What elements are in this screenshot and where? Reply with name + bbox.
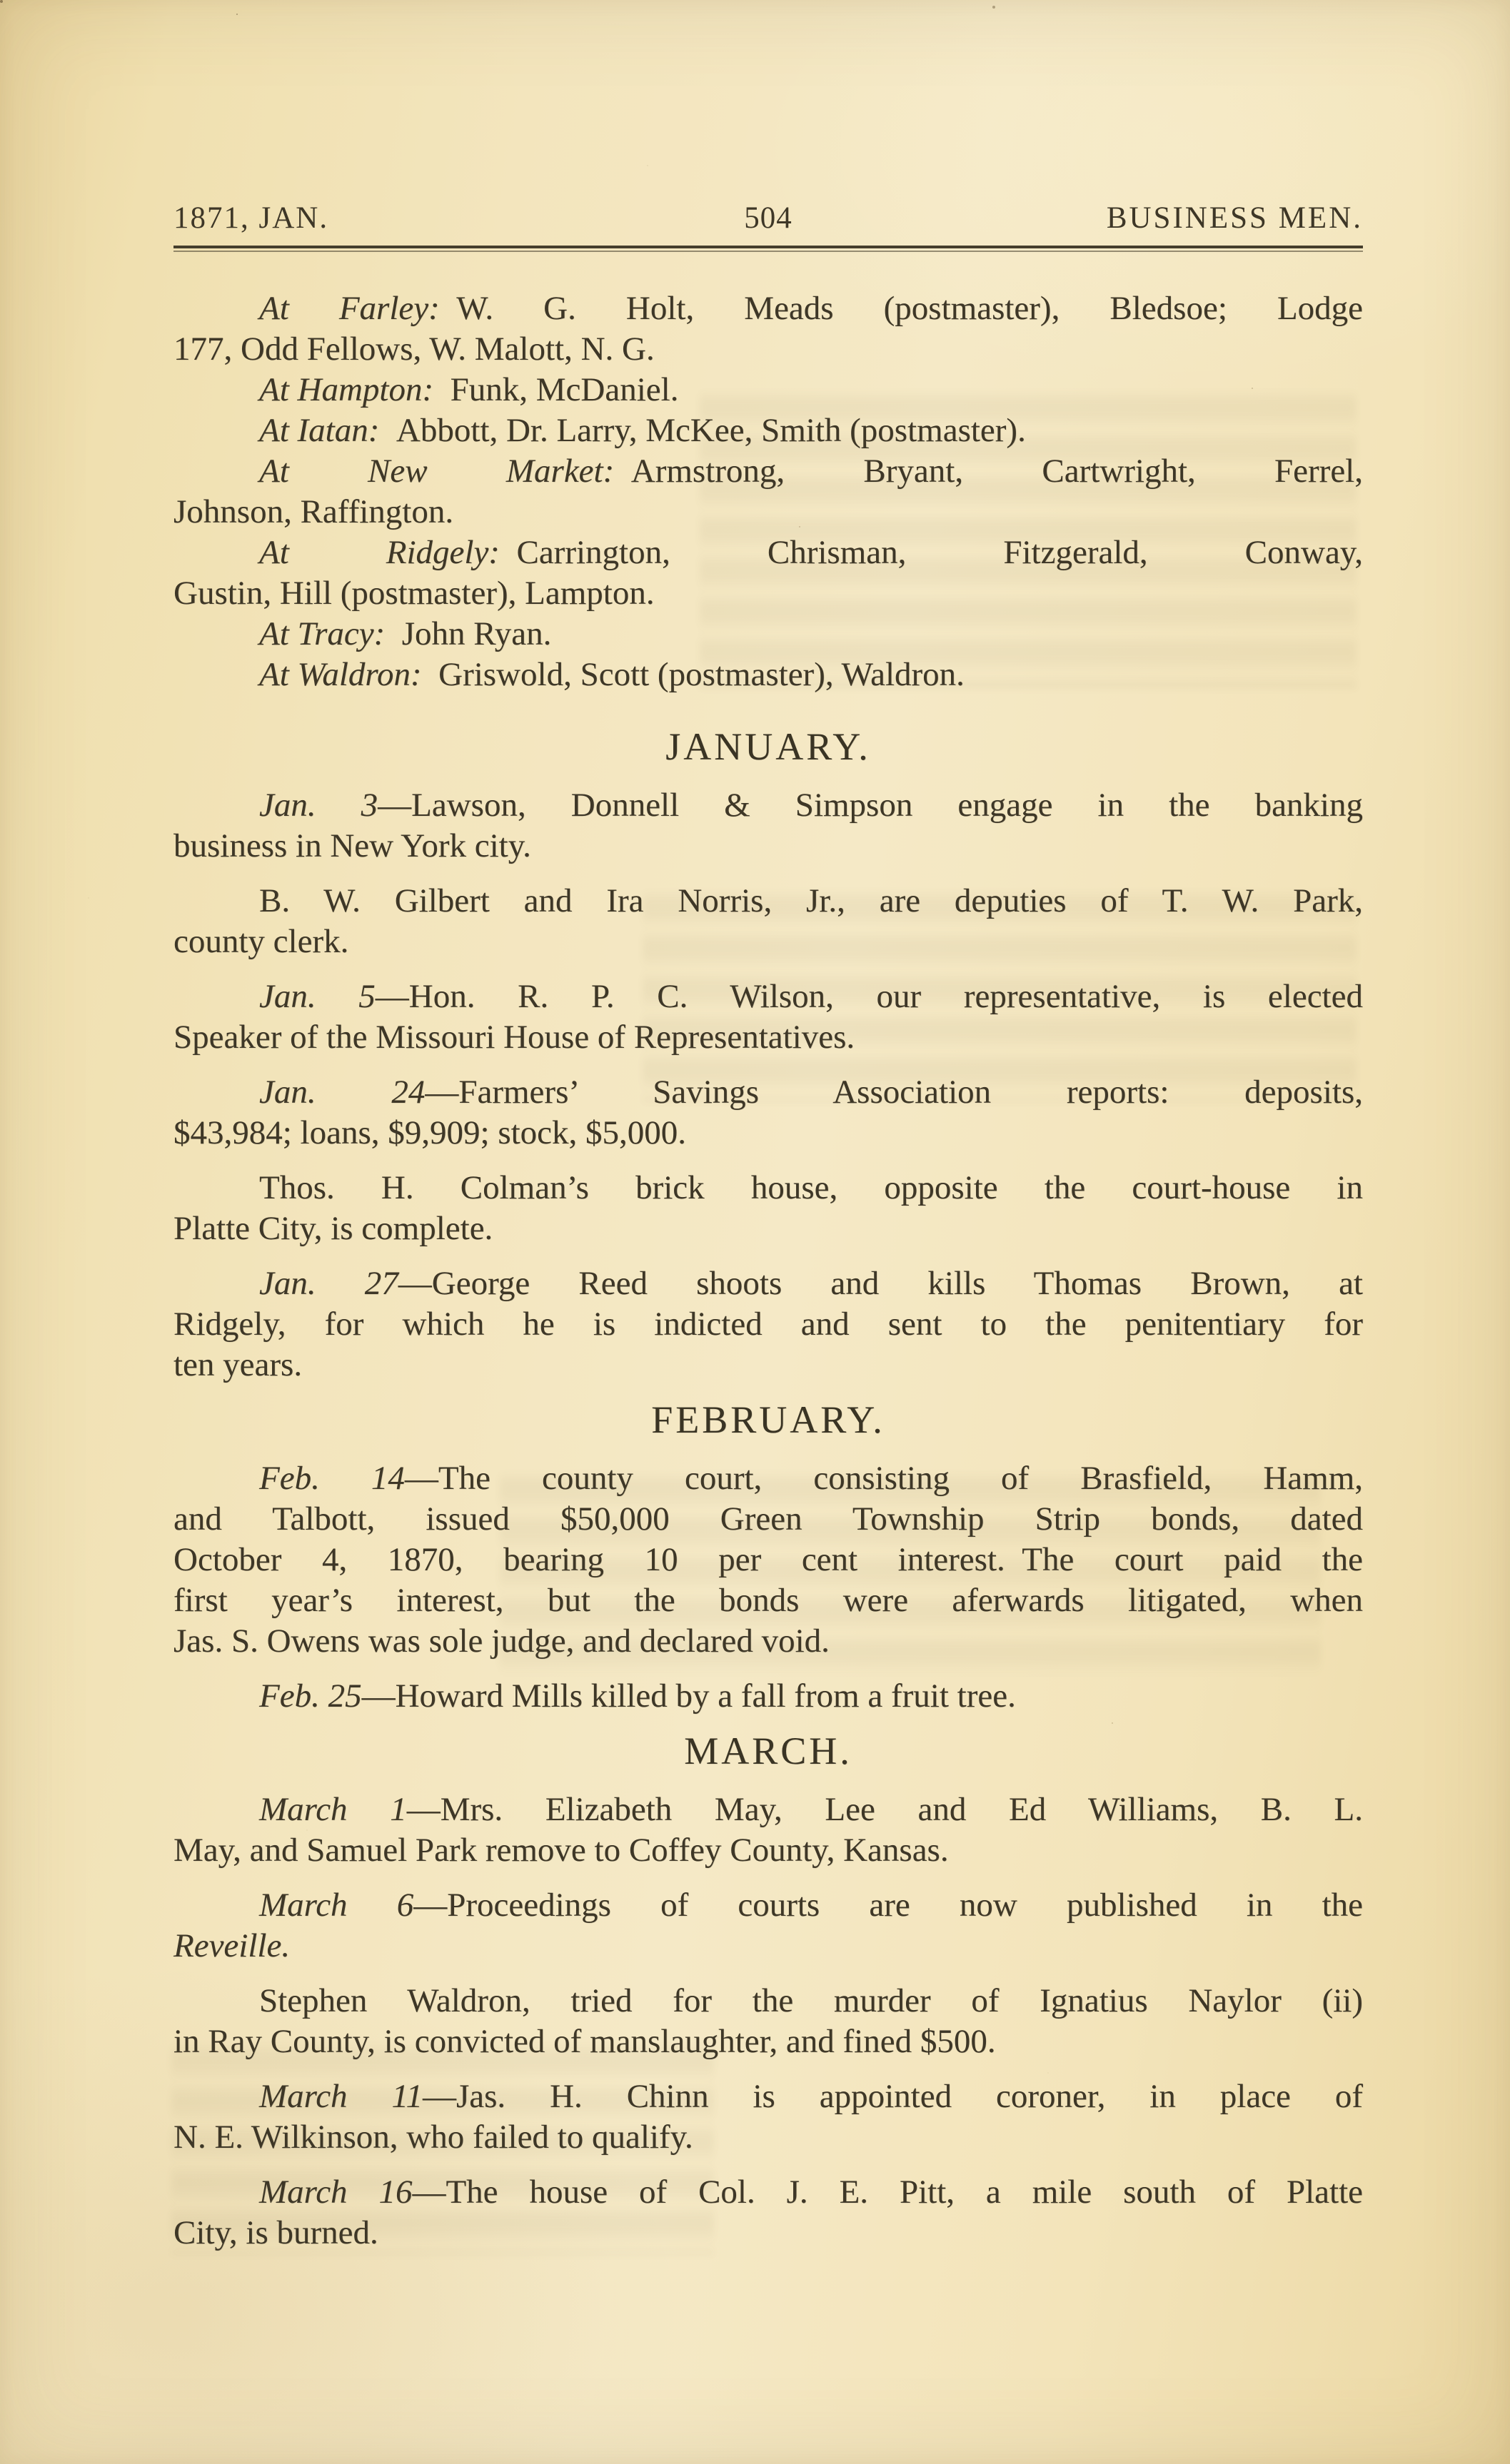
- paragraph-ridgely: [173, 532, 1363, 614]
- place-lead: At Ridgely:: [259, 534, 500, 571]
- paragraph-feb-25: [173, 1676, 1363, 1717]
- paragraph-march-6: [173, 1885, 1363, 1966]
- text-line: county clerk.: [173, 923, 349, 960]
- text-line: City, is burned.: [173, 2214, 378, 2251]
- text-line: Speaker of the Missouri House of Representatives.: [173, 1019, 855, 1056]
- text-line-rest: Carrington, Chrisman, Fitzgerald, Conway,: [499, 534, 1363, 571]
- text-line: [173, 370, 1363, 410]
- text-line: May, and Samuel Park remove to Coffey County, Kansas.: [173, 1832, 949, 1869]
- paragraph-feb-14: [173, 1458, 1363, 1662]
- date-lead: Jan. 3: [259, 787, 378, 824]
- text-line-rest: —Mrs. Elizabeth May, Lee and Ed Williams, B. L.: [406, 1791, 1363, 1828]
- text-line-rest: —Proceedings of courts are now published in the: [413, 1887, 1363, 1924]
- place-lead: At Tracy:: [259, 615, 386, 652]
- text-line-rest: —The county court, consisting of Brasfield, Hamm,: [404, 1460, 1364, 1497]
- paragraph-jan-24: [173, 1072, 1363, 1153]
- text-line-newspaper-name: Reveille.: [173, 1927, 291, 1964]
- section-january: [173, 727, 1363, 1385]
- paragraph-march-1: [173, 1789, 1363, 1871]
- text-line: [173, 410, 1363, 451]
- date-lead: March 11: [259, 2078, 423, 2115]
- text-line: Stephen Waldron, tried for the murder of Ignatius Naylor (ii): [259, 1982, 1363, 2019]
- paragraph-march-11: [173, 2076, 1363, 2158]
- text-line: [173, 1885, 1363, 1926]
- text-line-rest: —Howard Mills killed by a fall from a fruit tree.: [361, 1677, 1016, 1715]
- text-line-rest: Griswold, Scott (postmaster), Waldron.: [421, 656, 965, 693]
- paragraph-iatan: [173, 410, 1363, 451]
- text-line: [173, 785, 1363, 826]
- text-line-rest: —The house of Col. J. E. Pitt, a mile south of Platte: [412, 2173, 1363, 2211]
- text-line: Thos. H. Colman’s brick house, opposite the court-house in: [259, 1169, 1363, 1206]
- page-content: [173, 288, 1363, 2268]
- paragraph-jan-3: [173, 785, 1363, 867]
- text-line-rest: —Farmers’ Savings Association reports: deposits,: [425, 1074, 1363, 1111]
- place-lead: At Waldron:: [259, 656, 422, 693]
- text-line: Ridgely, for which he is indicted and sent to the penitentiary for: [173, 1306, 1363, 1343]
- section-march: [173, 1731, 1363, 2253]
- date-lead: March 1: [259, 1791, 407, 1828]
- paper-specks: [0, 0, 3, 3]
- text-line: [173, 1458, 1363, 1499]
- text-line: first year’s interest, but the bonds were aferwards litigated, when: [173, 1582, 1363, 1619]
- text-line: ten years.: [173, 1346, 303, 1383]
- date-lead: Feb. 25: [259, 1677, 362, 1715]
- text-line: Gustin, Hill (postmaster), Lampton.: [173, 575, 655, 612]
- paragraph-gilbert-norris: [173, 881, 1363, 962]
- text-line: business in New York city.: [173, 827, 531, 864]
- date-lead: March 16: [259, 2173, 413, 2211]
- text-line: [173, 655, 1363, 695]
- text-line-rest: W. G. Holt, Meads (postmaster), Bledsoe; Lodge: [439, 290, 1364, 327]
- page-number: 504: [744, 201, 792, 235]
- paragraph-new-market: [173, 451, 1363, 532]
- text-line: B. W. Gilbert and Ira Norris, Jr., are deputies of T. W. Park,: [259, 882, 1363, 919]
- text-line: [173, 1676, 1363, 1717]
- place-lead: At Farley:: [259, 290, 440, 327]
- text-line: [173, 2172, 1363, 2213]
- text-line: [173, 1789, 1363, 1830]
- section-february: [173, 1400, 1363, 1717]
- text-line: $43,984; loans, $9,909; stock, $5,000.: [173, 1114, 687, 1151]
- text-line: Jas. S. Owens was sole judge, and declared void.: [173, 1622, 830, 1660]
- section-heading-march: MARCH.: [684, 1730, 852, 1772]
- date-lead: Jan. 27: [259, 1265, 398, 1302]
- header-date: 1871, JAN.: [173, 201, 329, 235]
- section-heading-february: FEBRUARY.: [651, 1398, 885, 1441]
- text-line: Platte City, is complete.: [173, 1210, 493, 1247]
- paragraph-hampton: [173, 370, 1363, 410]
- text-line-rest: John Ryan.: [385, 615, 552, 652]
- place-directory: [173, 288, 1363, 695]
- text-line-rest: —George Reed shoots and kills Thomas Brown, at: [398, 1265, 1363, 1302]
- paragraph-march-16: [173, 2172, 1363, 2253]
- text-line: and Talbott, issued $50,000 Green Township Strip bonds, dated: [173, 1500, 1363, 1538]
- text-line: October 4, 1870, bearing 10 per cent interest. The court paid the: [173, 1541, 1363, 1578]
- paragraph-jan-27: [173, 1263, 1363, 1385]
- place-lead: At Hampton:: [259, 371, 434, 408]
- section-heading-january: JANUARY.: [665, 725, 871, 768]
- text-line: [173, 288, 1363, 329]
- text-line: [173, 1072, 1363, 1113]
- paragraph-tracy: [173, 614, 1363, 655]
- text-line: in Ray County, is convicted of manslaughter, and fined $500.: [173, 2023, 996, 2060]
- text-line-rest: —Hon. R. P. C. Wilson, our representative, is elected: [375, 978, 1363, 1015]
- text-line: [173, 976, 1363, 1017]
- place-lead: At Iatan:: [259, 412, 380, 449]
- date-lead: Feb. 14: [259, 1460, 405, 1497]
- paragraph-waldron: [173, 655, 1363, 695]
- text-line-rest: Armstrong, Bryant, Cartwright, Ferrel,: [614, 453, 1363, 490]
- text-line-rest: —Jas. H. Chinn is appointed coroner, in place of: [422, 2078, 1363, 2115]
- text-line: 177, Odd Fellows, W. Malott, N. G.: [173, 330, 655, 368]
- text-line: [173, 532, 1363, 573]
- paragraph-farley: [173, 288, 1363, 370]
- paragraph-jan-5: [173, 976, 1363, 1058]
- paragraph-stephen-waldron: [173, 1981, 1363, 2062]
- text-line: [173, 614, 1363, 655]
- header-double-rule: [173, 246, 1363, 252]
- text-line-rest: Funk, McDaniel.: [433, 371, 679, 408]
- text-line-rest: —Lawson, Donnell & Simpson engage in the banking: [378, 787, 1363, 824]
- date-lead: March 6: [259, 1887, 414, 1924]
- running-header: [173, 203, 1363, 238]
- text-line: [173, 2076, 1363, 2117]
- date-lead: Jan. 5: [259, 978, 376, 1015]
- place-lead: At New Market:: [259, 453, 615, 490]
- paragraph-colman-house: [173, 1168, 1363, 1249]
- text-line: Johnson, Raffington.: [173, 493, 454, 530]
- text-line: [173, 1263, 1363, 1304]
- text-line-rest: Abbott, Dr. Larry, McKee, Smith (postmaster).: [379, 412, 1026, 449]
- text-line: N. E. Wilkinson, who failed to qualify.: [173, 2119, 693, 2156]
- date-lead: Jan. 24: [259, 1074, 426, 1111]
- header-title: BUSINESS MEN.: [1106, 201, 1363, 235]
- text-line: [173, 451, 1363, 492]
